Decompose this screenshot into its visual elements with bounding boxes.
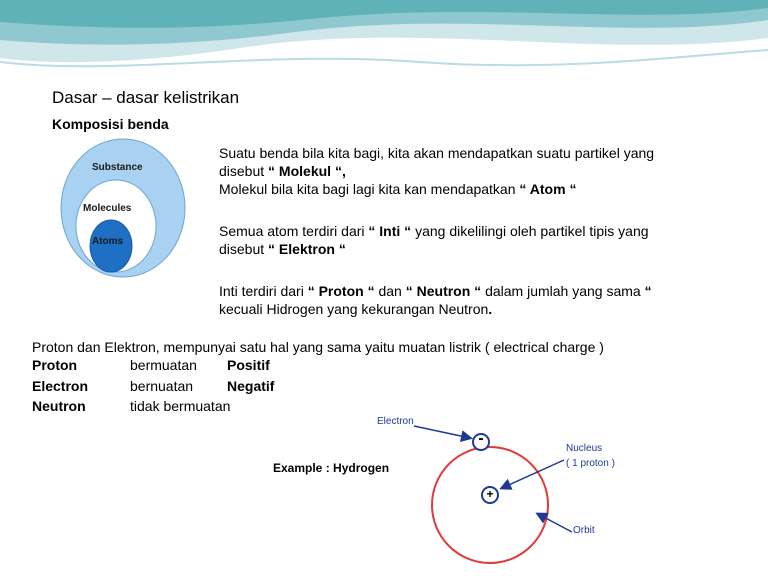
- value-proton: Positif: [227, 357, 270, 373]
- hydrogen-diagram: [360, 412, 640, 576]
- nucleus-sublabel: ( 1 proton ): [566, 458, 615, 469]
- para-line: kecuali Hidrogen yang kekurangan Neutron.: [219, 301, 493, 317]
- desc-neutron: tidak bermuatan: [130, 398, 231, 414]
- term-neutron: Neutron: [32, 398, 86, 414]
- term-proton: Proton: [32, 357, 78, 373]
- para-line: Inti terdiri dari “ Proton “ dan “ Neutron “ dalam jumlah yang sama “: [219, 283, 652, 299]
- para-line: Suatu benda bila kita bagi, kita akan mendapatkan suatu partikel yang: [219, 145, 655, 161]
- nucleus-sign: +: [486, 487, 494, 501]
- desc-electron: bernuatan: [130, 378, 194, 394]
- example-label: Example : Hydrogen: [273, 461, 390, 475]
- header-decoration: [0, 0, 768, 90]
- para-line: disebut “ Molekul “,: [219, 163, 346, 179]
- atoms-label: Atoms: [92, 236, 124, 247]
- substance-label: Substance: [92, 162, 143, 173]
- slide-title: Dasar – dasar kelistrikan: [52, 88, 240, 107]
- orbit-circle: [432, 447, 548, 563]
- slide-subtitle: Komposisi benda: [52, 116, 169, 132]
- paragraph-atom: [219, 222, 649, 258]
- nucleus-label: Nucleus: [566, 443, 603, 454]
- term-electron: Electron: [32, 378, 89, 394]
- value-electron: Negatif: [227, 378, 275, 394]
- para-line: Molekul bila kita bagi lagi kita kan mendapatkan “ Atom “: [219, 181, 577, 197]
- orbit-label: Orbit: [573, 525, 595, 536]
- molecules-label: Molecules: [83, 203, 132, 214]
- nucleus-arrow: [502, 460, 564, 488]
- paragraph-molekul: [219, 144, 654, 198]
- para-line: Semua atom terdiri dari “ Inti “ yang dikelilingi oleh partikel tipis yang: [219, 223, 649, 239]
- electron-arrow: [414, 426, 470, 438]
- electron-label: Electron: [377, 416, 414, 427]
- paragraph-inti: [219, 282, 652, 318]
- electron-sign: -: [478, 430, 484, 447]
- desc-proton: bermuatan: [130, 357, 197, 373]
- para-line: disebut “ Elektron “: [219, 241, 346, 257]
- charge-intro: Proton dan Elektron, mempunyai satu hal yang sama yaitu muatan listrik ( electrical charge ): [32, 339, 604, 355]
